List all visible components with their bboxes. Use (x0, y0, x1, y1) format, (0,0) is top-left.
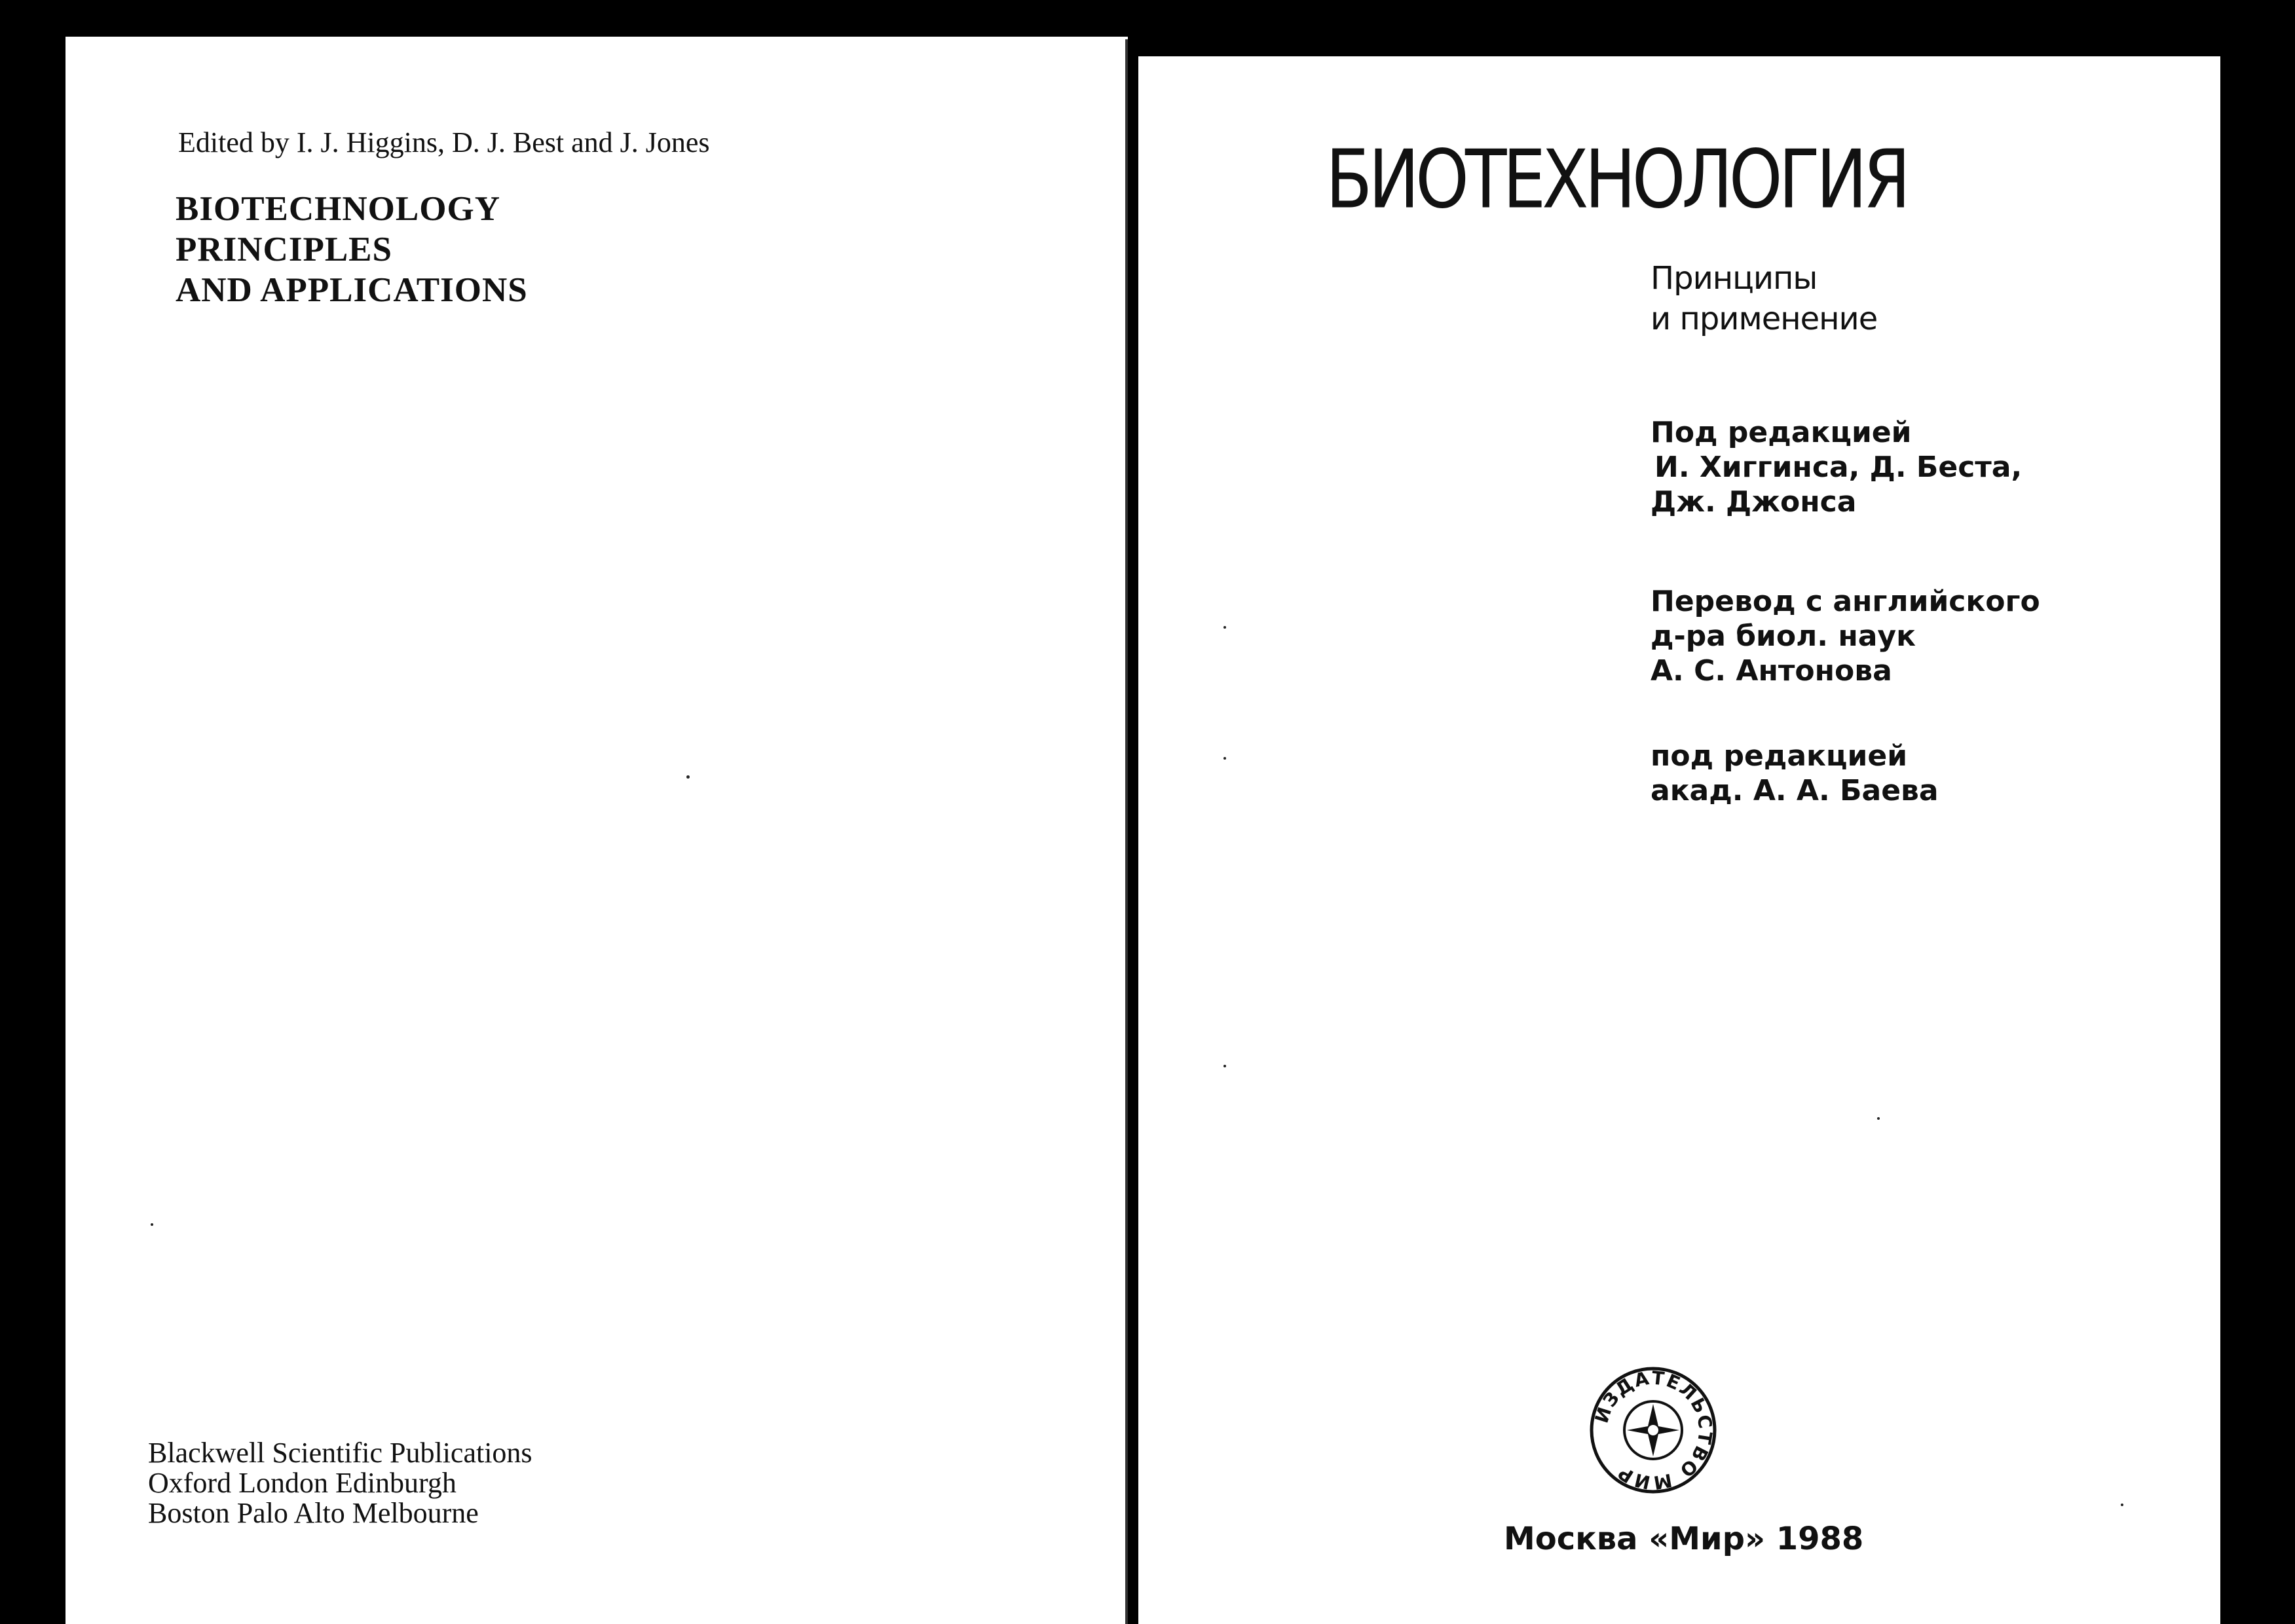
english-publisher-line: Boston Palo Alto Melbourne (148, 1497, 479, 1529)
translation-block (1651, 584, 2040, 688)
english-publisher (148, 1438, 532, 1528)
russian-publisher: Москва «Мир» 1988 (1504, 1521, 1864, 1557)
scientific-editor-block (1651, 739, 1939, 808)
english-title-line: BIOTECHNOLOGY (176, 190, 500, 228)
edited-by-line: Edited by I. J. Higgins, D. J. Best and J. Jones (178, 126, 710, 158)
editors-line: И. Хиггинса, Д. Беста, (1654, 451, 2023, 484)
russian-subtitle-line: и применение (1651, 301, 1878, 337)
scan-speck (1223, 1065, 1226, 1067)
translation-line: Перевод с английского (1651, 585, 2040, 618)
editors-block (1651, 415, 2022, 519)
english-publisher-line: Oxford London Edinburgh (148, 1467, 457, 1499)
scientific-editor-line: под редакцией (1651, 739, 1908, 773)
russian-title: БИОТЕХНОЛОГИЯ (1326, 132, 1907, 227)
english-title-line: AND APPLICATIONS (176, 271, 528, 309)
english-publisher-line: Blackwell Scientific Publications (148, 1437, 532, 1469)
scan-speck (1877, 1117, 1880, 1120)
english-title-line: PRINCIPLES (176, 231, 393, 268)
scan-speck (1223, 757, 1226, 760)
page-gutter (1125, 39, 1128, 1624)
mir-publisher-seal-icon (1589, 1366, 1717, 1494)
russian-subtitle (1651, 258, 1877, 339)
english-title (176, 189, 528, 310)
seal-text: ИЗДАТЕЛЬСТВО МИР (1590, 1367, 1717, 1494)
left-page (65, 37, 1128, 1624)
scan-speck (2121, 1504, 2123, 1506)
scan-speck (151, 1223, 153, 1226)
scan-speck (1223, 626, 1226, 629)
right-page (1138, 56, 2220, 1624)
scan-speck (686, 775, 690, 779)
editors-line: Под редакцией (1651, 416, 1912, 449)
editors-line: Дж. Джонса (1651, 485, 1857, 519)
translation-line: д-ра биол. наук (1651, 619, 1916, 653)
scientific-editor-line: акад. А. А. Баева (1651, 774, 1939, 807)
russian-subtitle-line: Принципы (1651, 260, 1818, 297)
translation-line: А. С. Антонова (1651, 654, 1892, 688)
